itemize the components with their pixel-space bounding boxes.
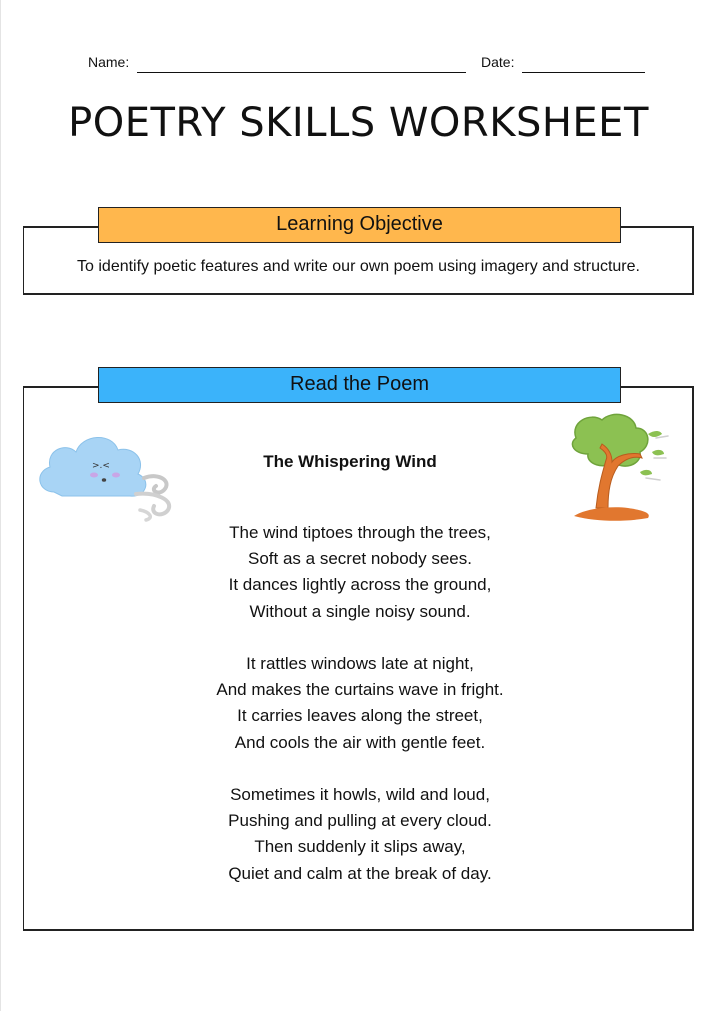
poem-line: And makes the curtains wave in fright. <box>216 680 504 700</box>
poem-line: It dances lightly across the ground, <box>228 575 492 595</box>
stanza-2 <box>160 651 560 756</box>
objective-text: To identify poetic features and write our own poem using imagery and structure. <box>77 258 640 275</box>
objective-heading: Learning Objective <box>98 207 621 243</box>
poem-line: The wind tiptoes through the trees, <box>229 523 491 542</box>
page-title: POETRY SKILLS WORKSHEET <box>68 100 649 146</box>
name-label: Name: <box>88 54 130 70</box>
poem-title: The Whispering Wind <box>263 452 437 471</box>
date-label: Date: <box>481 54 515 70</box>
page-edge <box>0 0 1 1011</box>
stanza-3 <box>160 782 560 887</box>
stanza-1 <box>160 520 560 625</box>
poem-line: Without a single noisy sound. <box>249 601 471 621</box>
poem-line: Pushing and pulling at every cloud. <box>228 811 492 831</box>
poem-heading: Read the Poem <box>98 367 621 403</box>
poem-line: It carries leaves along the street, <box>237 706 483 726</box>
wind-cloud-icon <box>32 420 182 525</box>
poem-line: It rattles windows late at night, <box>246 654 474 673</box>
poem-line: Sometimes it howls, wild and loud, <box>230 785 490 804</box>
poem-line: Soft as a secret nobody sees. <box>248 549 472 569</box>
poem-line: Then suddenly it slips away, <box>254 837 466 857</box>
windy-tree-icon <box>556 408 676 526</box>
date-line[interactable] <box>522 72 645 73</box>
poem-line: Quiet and calm at the break of day. <box>228 863 492 883</box>
name-line[interactable] <box>137 72 466 73</box>
svg-text:>.<: >.< <box>92 461 110 471</box>
poem-body <box>160 520 560 913</box>
poem-line: And cools the air with gentle feet. <box>234 732 486 752</box>
